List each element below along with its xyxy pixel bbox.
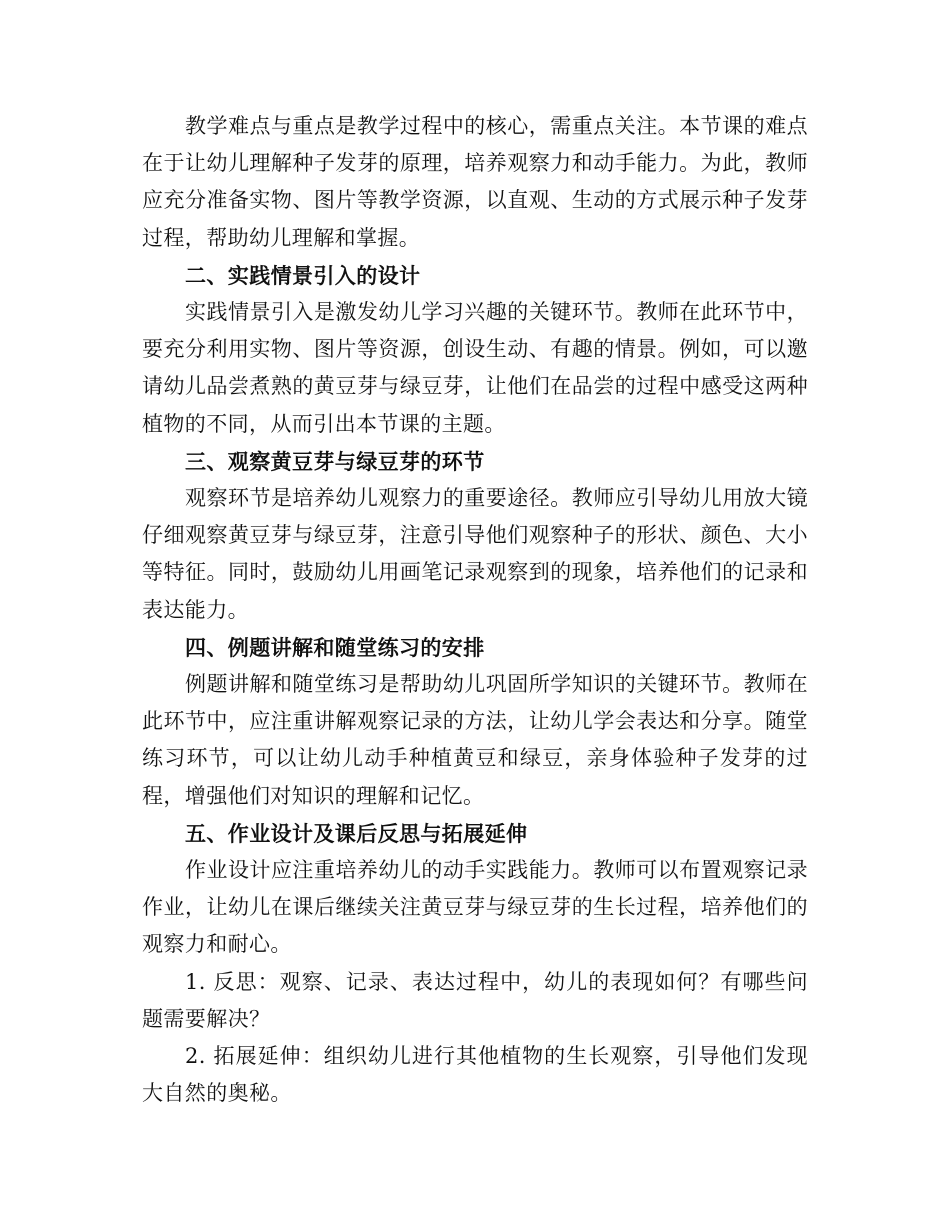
document-page <box>142 108 808 1112</box>
list-item-reflection: 1. 反思：观察、记录、表达过程中，幼儿的表现如何？有哪些问题需要解决？ <box>142 969 808 1031</box>
paragraph-homework: 作业设计应注重培养幼儿的动手实践能力。教师可以布置观察记录作业，让幼儿在课后继续关注黄豆芽与绿豆芽的生长过程，培养他们的观察力和耐心。 <box>142 858 808 957</box>
paragraph-difficulty: 教学难点与重点是教学过程中的核心，需重点关注。本节课的难点在于让幼儿理解种子发芽的原理，培养观察力和动手能力。为此，教师应充分准备实物、图片等教学资源，以直观、生动的方式展示种子发芽过程，帮助幼儿理解和掌握。 <box>142 114 808 250</box>
list-item-extension: 2. 拓展延伸：组织幼儿进行其他植物的生长观察，引导他们发现大自然的奥秘。 <box>142 1044 808 1106</box>
paragraph-practice-scenario: 实践情景引入是激发幼儿学习兴趣的关键环节。教师在此环节中，要充分利用实物、图片等资源，创设生动、有趣的情景。例如，可以邀请幼儿品尝煮熟的黄豆芽与绿豆芽，让他们在品尝的过程中感受这两种植物的不同，从而引出本节课的主题。 <box>142 300 808 436</box>
paragraph-examples-practice: 例题讲解和随堂练习是帮助幼儿巩固所学知识的关键环节。教师在此环节中，应注重讲解观察记录的方法，让幼儿学会表达和分享。随堂练习环节，可以让幼儿动手种植黄豆和绿豆，亲身体验种子发芽的过程，增强他们对知识的理解和记忆。 <box>142 672 808 808</box>
heading-practice-scenario: 二、实践情景引入的设计 <box>185 262 421 288</box>
heading-homework-reflection: 五、作业设计及课后反思与拓展延伸 <box>185 820 528 846</box>
paragraph-observation: 观察环节是培养幼儿观察力的重要途径。教师应引导幼儿用放大镜仔细观察黄豆芽与绿豆芽，注意引导他们观察种子的形状、颜色、大小等特征。同时，鼓励幼儿用画笔记录观察到的现象，培养他们的记录和表达能力。 <box>142 486 808 622</box>
heading-examples-practice: 四、例题讲解和随堂练习的安排 <box>185 634 485 660</box>
heading-observation: 三、观察黄豆芽与绿豆芽的环节 <box>185 448 485 474</box>
